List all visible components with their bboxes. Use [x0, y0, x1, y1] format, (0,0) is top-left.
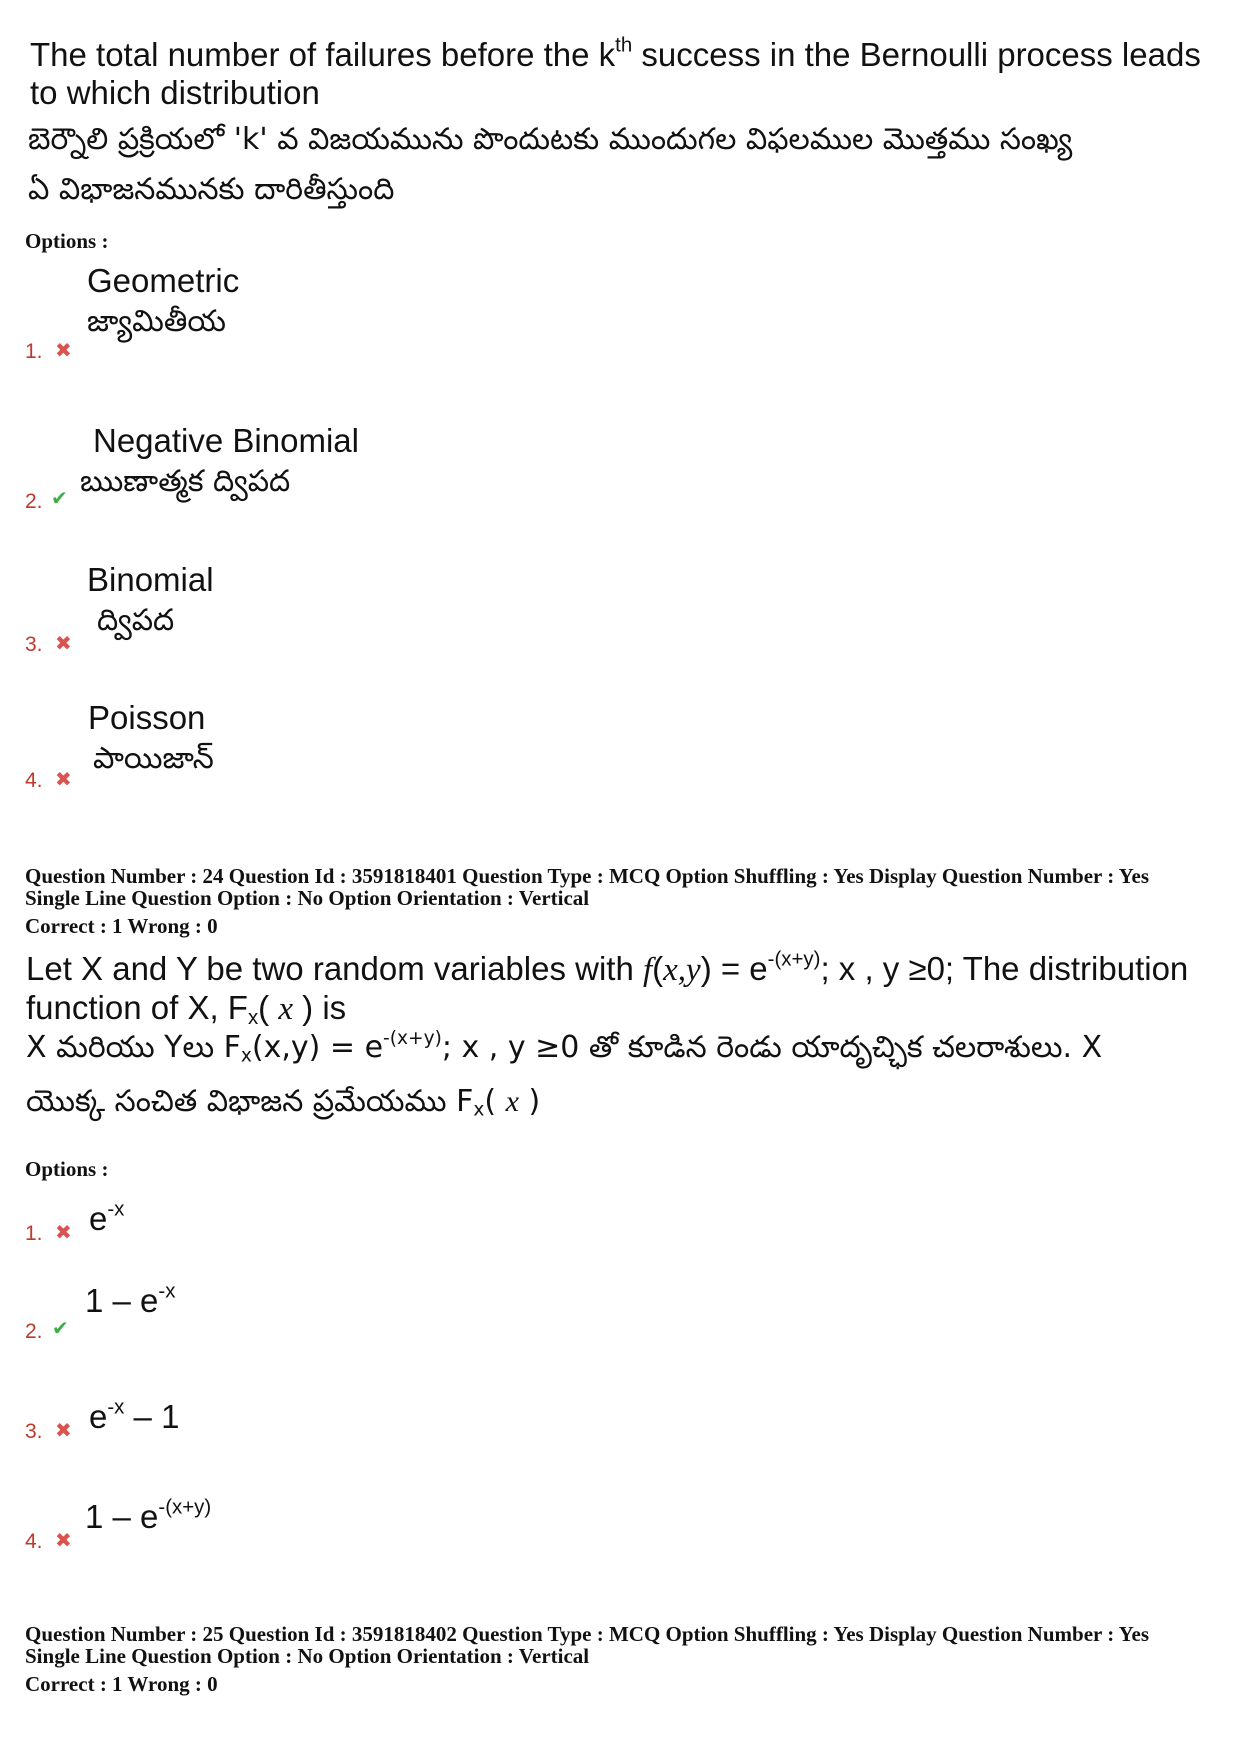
option-text-en: Binomial [87, 561, 214, 598]
option-text-en: Poisson [88, 699, 206, 736]
q23-text-en: The total number of failures before the $k^{th}$ success in the Bernoulli process leads to which distribution [30, 33, 1201, 111]
q25-meta: Question Number : 25 Question Id : 3591818402 Question Type : MCQ Option Shuffling : Yes Display Question Number : Yes Single Line Question Option : No Option Orientation : Vertical Correct : 1 Wrong : 0 [25, 1622, 1150, 1696]
q24-option-4[interactable] [25, 1490, 525, 1553]
option-number: 4. [25, 1530, 43, 1553]
q23-option-4[interactable] [25, 699, 625, 799]
option-number: 4. [25, 769, 43, 792]
option-number: 1. [25, 1222, 43, 1245]
option-formula: $e^{-x} - 1$ [89, 1395, 180, 1435]
q24-text-te: X మరియు Yలు $F_x(x,y) = e^{-(x+y)}$; x , y ≥0 తో కూడిన రెండు యాదృచ్ఛిక చలరాశులు. X యొక్క సంచిత విభాజన ప్రమేయము $F_x$( x ) [26, 1027, 1103, 1121]
option-text-te: పాయిజాన్ [93, 741, 214, 776]
q24-option-3[interactable] [25, 1392, 525, 1452]
q24-option-2[interactable] [25, 1279, 525, 1343]
option-number: 2. [25, 490, 43, 513]
option-text-en: Negative Binomial [93, 422, 359, 459]
check-mark-icon: ✔ [51, 488, 68, 510]
wrong-mark-icon: ✖ [55, 1420, 72, 1442]
q23-option-3[interactable] [25, 561, 625, 661]
q23-option-1[interactable] [25, 262, 625, 362]
q23-options-label: Options : [25, 229, 109, 253]
check-mark-icon: ✔ [52, 1318, 69, 1340]
option-number: 2. [25, 1320, 43, 1343]
wrong-mark-icon: ✖ [55, 769, 72, 791]
q23-option-2[interactable] [25, 422, 625, 522]
q23-text-te: బెర్నౌలి ప్రక్రియలో 'k' వ విజయమును పొందుటకు ముందుగల విఫలముల మొత్తము సంఖ్య ఏ విభాజనమునకు దారితీస్తుంది [28, 122, 1073, 207]
option-number: 1. [25, 340, 43, 363]
option-formula: $e^{-x}$ [89, 1197, 125, 1237]
q24-option-1[interactable] [25, 1192, 525, 1252]
wrong-mark-icon: ✖ [55, 1222, 72, 1244]
option-formula: $1 - e^{-x}$ [85, 1279, 176, 1319]
wrong-mark-icon: ✖ [55, 340, 72, 362]
option-text-te: ఋణాత్మక ద్విపద [80, 464, 291, 499]
q24-text-en: Let X and Y be two random variables with $f(x,y) = e^{-(x+y)}$; x , y ≥0; The distribution function of X, $F_x$( x ) is [26, 947, 1189, 1030]
q24-options-label: Options : [25, 1157, 109, 1181]
option-text-te: ద్విపద [97, 603, 175, 638]
wrong-mark-icon: ✖ [55, 633, 72, 655]
option-text-te: జ్యామితీయ [87, 304, 226, 339]
option-text-en: Geometric [87, 262, 240, 299]
wrong-mark-icon: ✖ [55, 1530, 72, 1552]
option-number: 3. [25, 1420, 43, 1443]
q24-meta: Question Number : 24 Question Id : 3591818401 Question Type : MCQ Option Shuffling : Yes Display Question Number : Yes Single Line Question Option : No Option Orientation : Vertical Correct : 1 Wrong : 0 [25, 864, 1150, 938]
option-formula: $1 - e^{-(x+y)}$ [85, 1495, 212, 1535]
option-number: 3. [25, 633, 43, 656]
